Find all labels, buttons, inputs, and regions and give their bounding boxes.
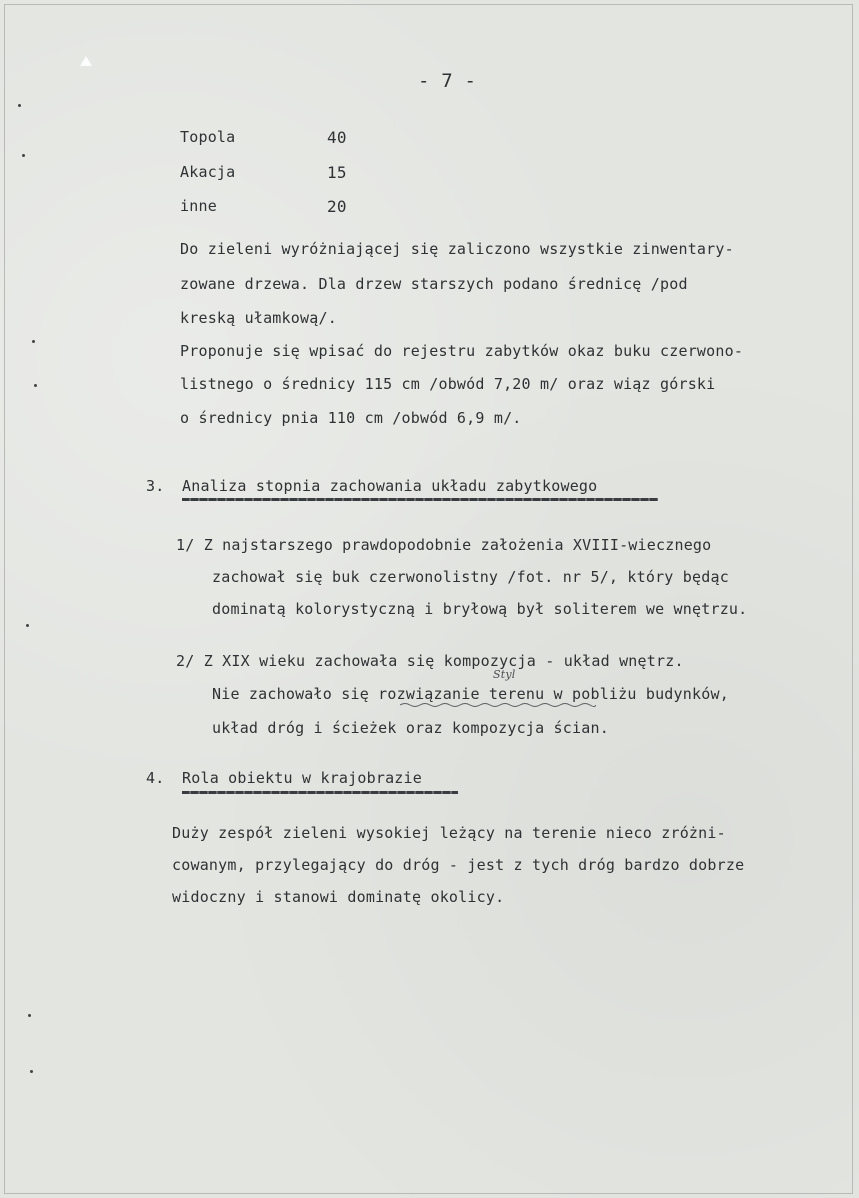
section-number: 4. xyxy=(146,769,165,787)
list-item-line: układ dróg i ścieżek oraz kompozycja ścian. xyxy=(212,719,609,737)
list-item-line: Nie zachowało się rozwiązanie terenu w pobliżu budynków, xyxy=(212,685,729,703)
tree-count: 20 xyxy=(327,197,347,216)
page-border xyxy=(4,4,853,1194)
tree-count: 15 xyxy=(327,163,347,182)
list-item-line: 1/ Z najstarszego prawdopodobnie założenia XVIII-wiecznego xyxy=(176,536,712,554)
margin-speck xyxy=(28,1014,31,1017)
tree-name: Topola xyxy=(180,128,236,146)
section-heading: Analiza stopnia zachowania układu zabytkowego xyxy=(182,477,598,495)
list-item-line: zachował się buk czerwonolistny /fot. nr 5/, który będąc xyxy=(212,568,729,586)
paper-mark-icon xyxy=(78,54,94,68)
paragraph-line: widoczny i stanowi dominatę okolicy. xyxy=(172,888,505,906)
margin-speck xyxy=(18,104,21,107)
section-heading: Rola obiektu w krajobrazie xyxy=(182,769,422,787)
paragraph-line: Do zieleni wyróżniającej się zaliczono wszystkie zinwentary- xyxy=(180,240,734,258)
tree-name: inne xyxy=(180,197,217,215)
margin-speck xyxy=(22,154,25,157)
margin-speck xyxy=(34,384,37,387)
paragraph-line: listnego o średnicy 115 cm /obwód 7,20 m/ oraz wiąz górski xyxy=(180,375,716,393)
list-item-line: dominatą kolorystyczną i bryłową był soliterem we wnętrzu. xyxy=(212,600,748,618)
handwritten-note: Styl xyxy=(493,668,516,681)
list-item-line: 2/ Z XIX wieku zachowała się kompozycja - układ wnętrz. xyxy=(176,652,684,670)
tree-name: Akacja xyxy=(180,163,236,181)
paragraph-line: o średnicy pnia 110 cm /obwód 6,9 m/. xyxy=(180,409,522,427)
paragraph-line: kreską ułamkową/. xyxy=(180,309,337,327)
heading-underline xyxy=(182,791,458,794)
paragraph-line: zowane drzewa. Dla drzew starszych podano średnicę /pod xyxy=(180,275,688,293)
margin-speck xyxy=(30,1070,33,1073)
paragraph-line: cowanym, przylegający do dróg - jest z tych dróg bardzo dobrze xyxy=(172,856,745,874)
page-number: - 7 - xyxy=(418,70,477,92)
paragraph-line: Proponuje się wpisać do rejestru zabytków okaz buku czerwono- xyxy=(180,342,744,360)
margin-speck xyxy=(26,624,29,627)
heading-underline xyxy=(182,498,658,501)
section-number: 3. xyxy=(146,477,165,495)
paragraph-line: Duży zespół zieleni wysokiej leżący na terenie nieco zróżni- xyxy=(172,824,726,842)
wavy-underline xyxy=(400,702,596,708)
tree-count: 40 xyxy=(327,128,347,147)
margin-speck xyxy=(32,340,35,343)
